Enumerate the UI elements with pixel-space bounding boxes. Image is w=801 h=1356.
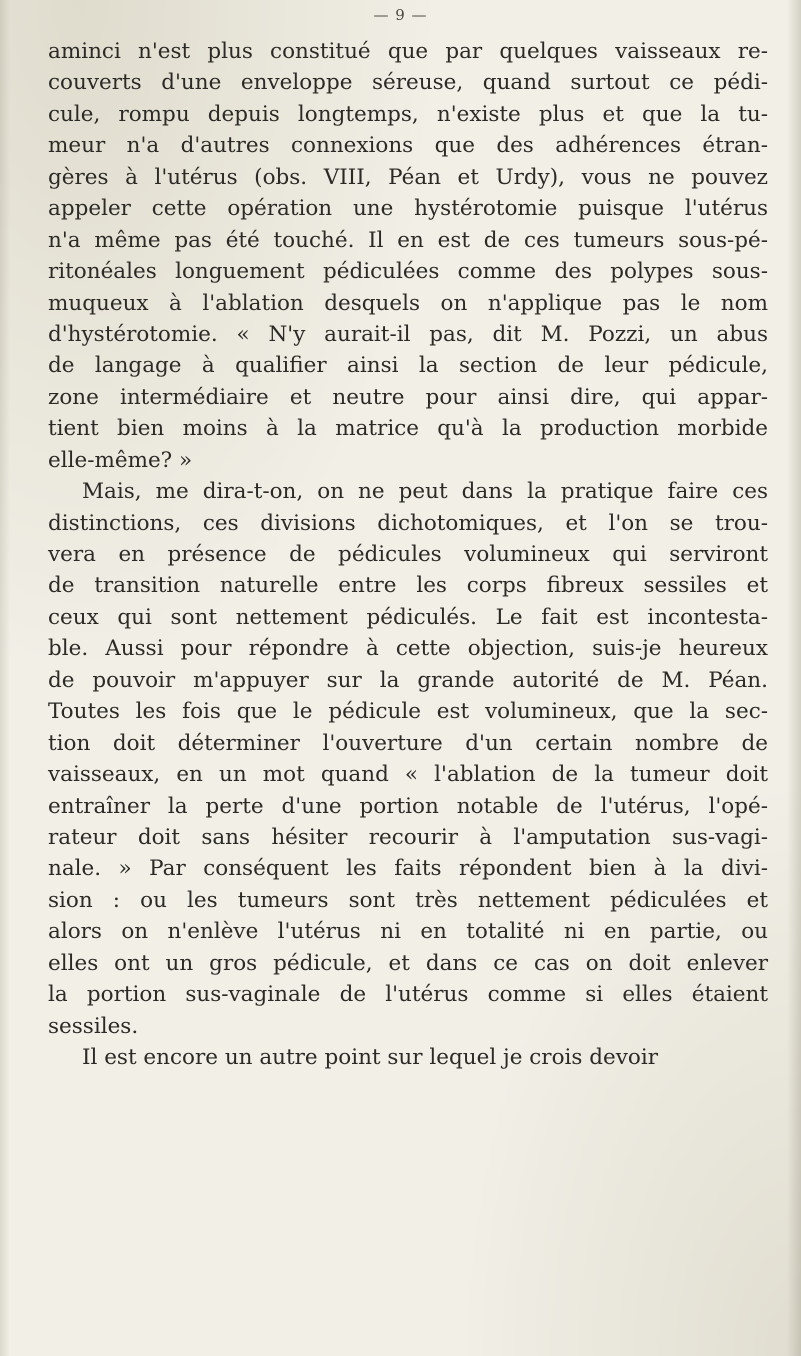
text-line: rateur doit sans hésiter recourir à l'amputation sus-vagi- bbox=[48, 824, 768, 850]
text-line: nale. » Par conséquent les faits répondent bien à la divi- bbox=[48, 856, 768, 882]
text-line: de transition naturelle entre les corps fibreux sessiles et bbox=[48, 573, 768, 599]
text-line: la portion sus-vaginale de l'utérus comme si elles étaient bbox=[48, 982, 768, 1008]
text-line: Toutes les fois que le pédicule est volumineux, que la sec- bbox=[48, 699, 768, 725]
paragraph-start-line: Il est encore un autre point sur lequel je crois devoir bbox=[82, 1045, 658, 1070]
text-line: ceux qui sont nettement pédiculés. Le fait est incontesta- bbox=[48, 604, 768, 630]
text-line: vaisseaux, en un mot quand « l'ablation de la tumeur doit bbox=[48, 762, 768, 788]
text-line: ritonéales longuement pédiculées comme des polypes sous- bbox=[48, 259, 768, 285]
text-line: tient bien moins à la matrice qu'à la production morbide bbox=[48, 416, 768, 442]
page-number: — 9 — bbox=[373, 6, 428, 24]
paragraph-start-line: Mais, me dira-t-on, on ne peut dans la pratique faire ces bbox=[82, 479, 768, 505]
page-edge-shadow-right bbox=[787, 0, 801, 1356]
text-line: tion doit déterminer l'ouverture d'un certain nombre de bbox=[48, 730, 768, 756]
body-text bbox=[48, 36, 768, 1073]
text-line: d'hystérotomie. « N'y aurait-il pas, dit M. Pozzi, un abus bbox=[48, 321, 768, 347]
text-line: distinctions, ces divisions dichotomiques, et l'on se trou- bbox=[48, 510, 768, 536]
text-line: zone intermédiaire et neutre pour ainsi dire, qui appar- bbox=[48, 384, 768, 410]
text-line: cule, rompu depuis longtemps, n'existe plus et que la tu- bbox=[48, 101, 768, 127]
text-line: appeler cette opération une hystérotomie puisque l'utérus bbox=[48, 196, 768, 222]
text-line: de pouvoir m'appuyer sur la grande autorité de M. Péan. bbox=[48, 667, 768, 693]
page-edge-shadow-left bbox=[0, 0, 10, 1356]
text-line: meur n'a d'autres connexions que des adhérences étran- bbox=[48, 133, 768, 159]
text-line: elles ont un gros pédicule, et dans ce cas on doit enlever bbox=[48, 950, 768, 976]
text-line: sion : ou les tumeurs sont très nettement pédiculées et bbox=[48, 887, 768, 913]
text-line: elle-même? » bbox=[48, 447, 193, 473]
text-line: couverts d'une enveloppe séreuse, quand surtout ce pédi- bbox=[48, 70, 768, 96]
text-line: gères à l'utérus (obs. VIII, Péan et Urdy), vous ne pouvez bbox=[48, 164, 768, 190]
text-line: vera en présence de pédicules volumineux qui serviront bbox=[48, 542, 768, 567]
text-line: de langage à qualifier ainsi la section de leur pédicule, bbox=[48, 353, 768, 379]
text-line: n'a même pas été touché. Il en est de ces tumeurs sous-pé- bbox=[48, 227, 768, 253]
text-line: aminci n'est plus constitué que par quelques vaisseaux re- bbox=[48, 39, 768, 64]
text-line: alors on n'enlève l'utérus ni en totalité ni en partie, ou bbox=[48, 919, 768, 945]
text-line: ble. Aussi pour répondre à cette objection, suis-je heureux bbox=[48, 636, 768, 662]
text-line: muqueux à l'ablation desquels on n'applique pas le nom bbox=[48, 290, 768, 316]
text-line: entraîner la perte d'une portion notable de l'utérus, l'opé- bbox=[48, 793, 768, 819]
text-line: sessiles. bbox=[48, 1013, 139, 1039]
